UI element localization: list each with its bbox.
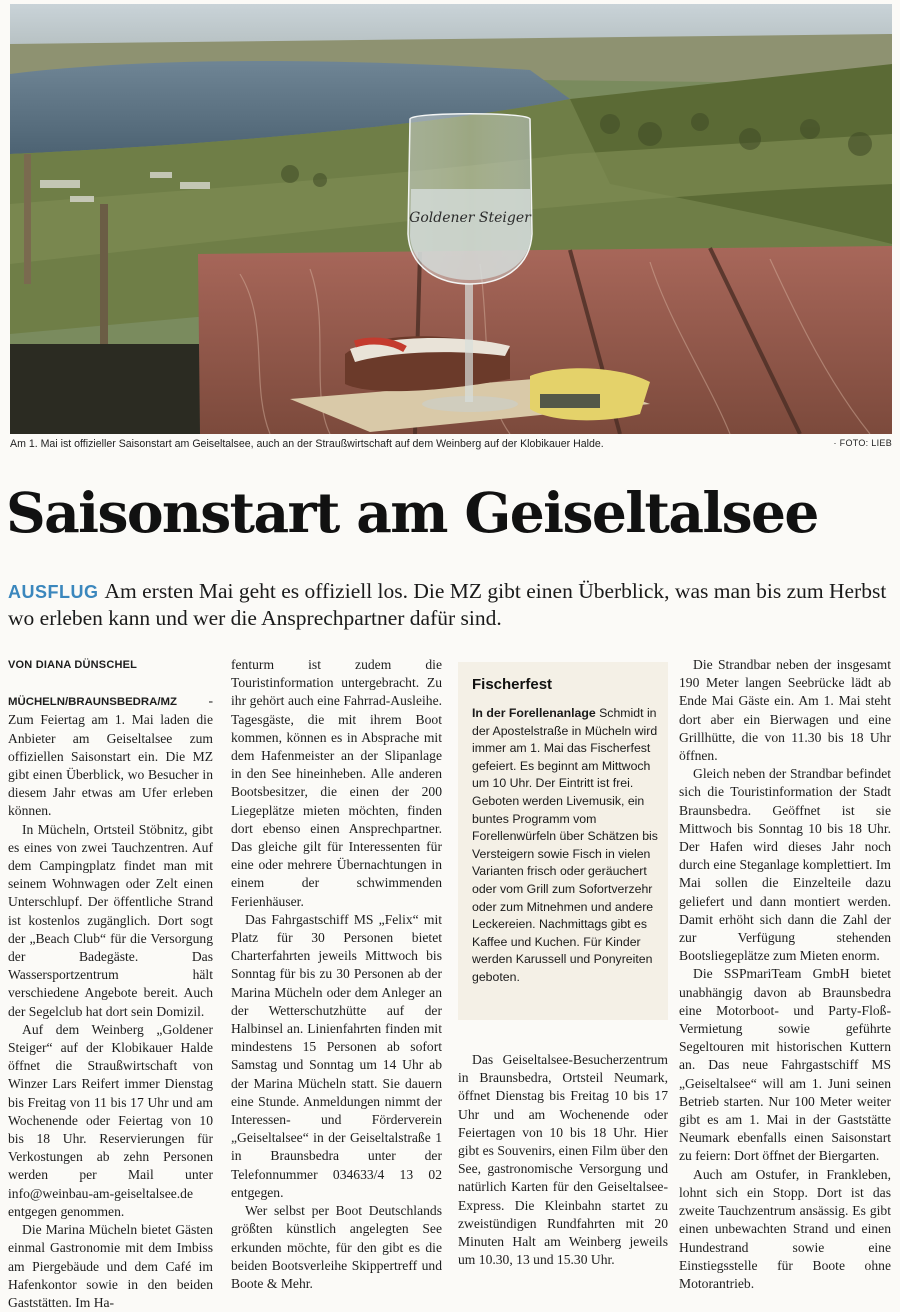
paragraph: Auch am Ostufer, in Frankleben, lohnt sich ein Stopp. Dort ist das zweite Tauchzentrum ansässig. Es gibt einen unbewachten Strand und einen Hundestrand sowie eine Einstiegsstelle für Boote ohne Motorantrieb.	[679, 1166, 891, 1291]
paragraph: Die Strandbar neben der insgesamt 190 Meter langen Seebrücke lädt ab Ende Mai Gäste ein. Am 1. Mai steht dort aber ein Bierwagen und eine Grillhütte, die von 11.30 bis 18 Uhr öffnen.	[679, 657, 891, 764]
article-photo	[10, 4, 892, 434]
paragraph-text: - Zum Feiertag am 1. Mai laden die Anbieter am Geiseltalsee zum offiziellen Saisonstart ein. Die MZ gibt einen Überblick, wo Besucher in diesem Jahr etwas am Ufer erleben können.	[8, 693, 213, 819]
paragraph: Die Marina Mücheln bietet Gästen einmal Gastronomie mit dem Imbiss am Piergebäude und dem Café im Hafenkontor sowie in den beiden Gaststätten. Im Ha-	[8, 1222, 213, 1310]
lead-paragraph	[8, 578, 888, 631]
column-4	[679, 656, 891, 1293]
lead-text: Am ersten Mai geht es offiziell los. Die MZ gibt einen Überblick, was man bis zum Herbst wo erleben kann und wer die Ansprechpartner dafür sind.	[8, 579, 887, 630]
photo-illustration	[10, 4, 892, 434]
glass-logo-text: Goldener Steiger	[409, 210, 531, 226]
paragraph: fenturm ist zudem die Touristinformation untergebracht. Zu ihr gehört auch eine Fahrrad-Ausleihe. Tagesgäste, die mit ihrem Boot kommen, können es in Absprache mit dem Hafenmeister an der Slipanlage in den See hineinheben. Alle anderen Bootsbesitzer, die einen der 200 Liegeplätze mieten möchten, finden dort ebenso einen Ansprechpartner. Das gleiche gilt für Interessenten für eine oder mehrere Übernachtungen in einem der schwimmenden Ferienhäuser.	[231, 657, 442, 909]
column-2	[231, 656, 442, 1293]
info-box-fischerfest	[458, 662, 668, 1020]
column-1	[8, 656, 213, 1312]
paragraph: Gleich neben der Strandbar befindet sich die Touristinformation der Stadt Braunsbedra. Geöffnet ist sie Mittwoch bis Sonntag 10 bis 18 Uhr. Der Hafen wird dieses Jahr noch durch eine Steganlage komplettiert. Im Mai sollen die Einzelteile dazu geliefert und dann montiert werden. Damit erhöht sich dann die Zahl der zur Verfügung stehenden Bootsliegeplätze zum Mieten enorm.	[679, 766, 891, 964]
info-box-text	[458, 701, 668, 987]
kicker: AUSFLUG	[8, 582, 99, 602]
paragraph	[8, 692, 213, 820]
paragraph: Wer selbst per Boot Deutschlands größten künstlich angelegten See erkunden möchte, für den gibt es die beiden Bootsverleihe Skippertreff und Boote & Mehr.	[231, 1203, 442, 1291]
paragraph: Die SSPmariTeam GmbH bietet unabhängig davon ab Braunsbedra eine Motorboot- und Party-Floß-Vermietung sowie geführte Segeltouren mit historischen Kuttern an. Das neue Fahrgastschiff MS „Geiseltalsee“ will am 1. Juni seinen Betrieb starten. Nur 100 Meter weiter gibt es am 1. Mai in der Gaststätte Neumark ebenfalls einen Saisonstart zu feiern: Dort öffnet der Biergarten.	[679, 966, 891, 1164]
info-box-lead: In der Forellenanlage	[472, 706, 596, 720]
photo-credit: · FOTO: LIEB	[833, 438, 892, 448]
paragraph: Das Fahrgastschiff MS „Felix“ mit Platz für 30 Personen bietet Charterfahrten jeweils Mittwoch bis Sonntag für bis zu 30 Personen ab der Marina Mücheln oder dem Anleger an der Wetterschutzhütte auf der Halbinsel an. Linienfahrten finden mit mindestens 15 Personen ab sofort Samstag und Sonntag um 14 Uhr ab der Marina Mücheln statt. Sie dauern eine Stunde. Anmeldungen nimmt der Interessen- und Förderverein „Geiseltalsee“ in der Geiseltalstraße 1 in Braunsbedra unter der Telefonnummer 034633/4 13 02 entgegen.	[231, 911, 442, 1200]
paragraph: Das Geiseltalsee-Besucherzentrum in Braunsbedra, Ortsteil Neumark, öffnet Dienstag bis Freitag 10 bis 17 Uhr und am Wochenende oder Feiertagen von 10 bis 18 Uhr. Hier gibt es Souvenirs, einen Film über den See, gastronomische Versorgung und natürlich Karten für den Geiseltalsee-Express. Die Kleinbahn startet zu zweistündigen Rundfahrten mit 20 Minuten Halt am Weinberg jeweils um 10.30, 13 und 15.30 Uhr.	[458, 1052, 668, 1268]
dateline: MÜCHELN/BRAUNSBEDRA/MZ	[8, 696, 177, 709]
paragraph: In Mücheln, Ortsteil Stöbnitz, gibt es eines von zwei Tauchzentren. Auf dem Campingplatz findet man mit seinem Wohnwagen oder Zelt einen Unterschlupf. Der öffentliche Strand ist kostenlos zugänglich. Dort sogt der „Beach Club“ für die Versorgung der Badegäste. Das Wassersportzentrum hält verschiedene Angebote bereit. Auch der Segelclub hat dort sein Domizil.	[8, 821, 213, 1019]
caption-text: Am 1. Mai ist offizieller Saisonstart am Geiseltalsee, auch an der Straußwirtschaft auf dem Weinberg auf der Klobikauer Halde.	[10, 438, 604, 450]
info-box-body: Schmidt in der Apostelstraße in Mücheln wird immer am 1. Mai das Fischerfest gefeiert. Es beginnt am Mittwoch um 10 Uhr. Der Eintritt ist frei. Geboten werden Livemusik, ein buntes Programm vom Forellenwürfeln über Schätzen bis Versteigern sowie Fisch in vielen Varianten frisch oder geräuchert oder vom Grill zum Sofortverzehr oder zum Mitnehmen und andere Leckereien. Nachmittags gibt es Kaffee und Kuchen. Für Kinder werden Karussell und Ponyreiten geboten.	[472, 706, 658, 984]
byline: VON DIANA DÜNSCHEL	[8, 659, 138, 671]
photo-caption	[10, 438, 892, 454]
info-box-title: Fischerfest	[472, 676, 553, 693]
column-3	[458, 1051, 668, 1269]
paragraph: Auf dem Weinberg „Goldener Steiger“ auf der Klobikauer Halde öffnet die Straußwirtschaft von Winzer Lars Reifert immer Dienstag bis Freitag von 11 bis 17 Uhr und am Wochenende oder Feiertag von 10 bis 18 Uhr. Reservierungen für Verkostungen ab zehn Personen werden per Mail unter info@weinbau-am-geiseltalsee.de entgegen genommen.	[8, 1021, 213, 1219]
headline: Saisonstart am Geiseltalsee	[6, 480, 818, 545]
